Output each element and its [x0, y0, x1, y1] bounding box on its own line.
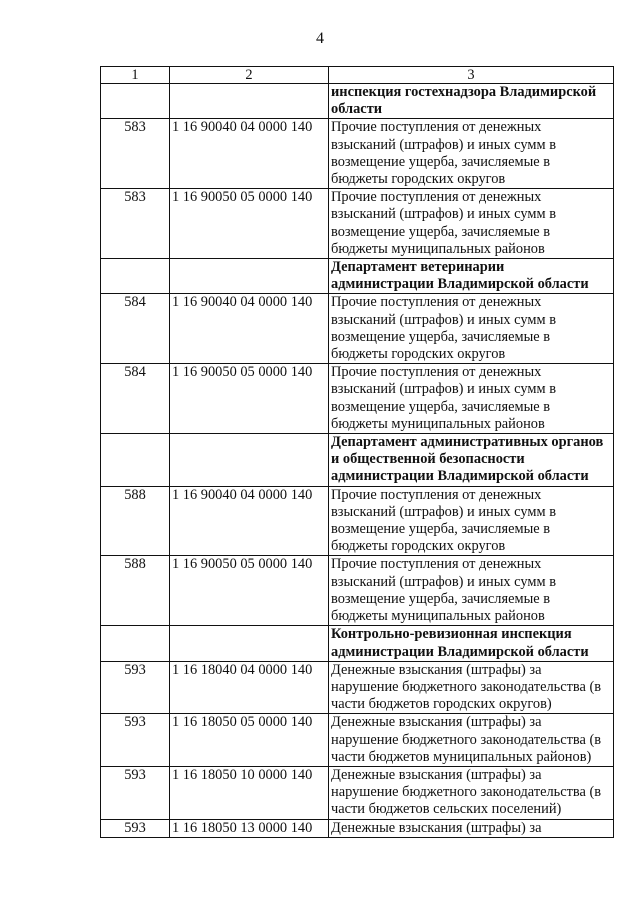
description-cell — [329, 486, 614, 556]
description-cell-text: Денежные взыскания (штрафы) за — [331, 819, 542, 836]
admin-code-cell-text: 584 — [124, 364, 146, 381]
description-cell-text: Прочие поступления от денежных взысканий (штрафов) и иных сумм в возмещение ущерба, зачисляемые в бюджеты городских округов — [331, 294, 556, 363]
description-cell-text: Денежные взыскания (штрафы) за нарушение бюджетного законодательства (в части бюджетов городских округов) — [331, 661, 602, 713]
header-col-1: 1 — [101, 67, 170, 84]
description-cell-text: Денежные взыскания (штрафы) за нарушение бюджетного законодательства (в части бюджетов сельских поселений) — [331, 766, 602, 818]
admin-code-cell-text: 593 — [124, 766, 146, 783]
description-cell — [329, 661, 614, 714]
table-row — [101, 119, 614, 189]
budget-code-cell-text: 1 16 90050 05 0000 140 — [172, 189, 313, 206]
section-title-cell — [329, 626, 614, 661]
description-cell-text: Прочие поступления от денежных взысканий (штрафов) и иных сумм в возмещение ущерба, зачисляемые в бюджеты муниципальных районов — [331, 189, 556, 257]
description-cell-text: Прочие поступления от денежных взысканий (штрафов) и иных сумм в возмещение ущерба, зачисляемые в бюджеты городских округов — [331, 119, 556, 188]
budget-code-cell-text: 1 16 18050 10 0000 140 — [172, 766, 313, 783]
section-title-cell-text: Департамент административных органов и общественной безопасности администрации Владимирской области — [331, 434, 604, 485]
table-row — [101, 714, 614, 767]
table-row — [101, 364, 614, 434]
section-title-cell — [329, 84, 614, 119]
section-title-cell-text: Контрольно-ревизионная инспекция администрации Владимирской области — [331, 626, 589, 660]
page-number: 4 — [316, 30, 324, 47]
admin-code-cell-text: 588 — [124, 556, 146, 573]
budget-code-cell-text: 1 16 18050 13 0000 140 — [172, 819, 313, 836]
admin-code-cell — [101, 714, 170, 767]
section-title-cell-text: инспекция гостехнадзора Владимирской области — [331, 84, 597, 118]
budget-code-cell-text: 1 16 90050 05 0000 140 — [172, 556, 313, 573]
table-row — [101, 819, 614, 837]
admin-code-cell — [101, 119, 170, 189]
admin-code-cell — [101, 364, 170, 434]
budget-code-cell — [170, 714, 329, 767]
header-col-2: 2 — [170, 67, 329, 84]
budget-code-cell — [170, 189, 329, 259]
description-cell — [329, 119, 614, 189]
admin-code-cell — [101, 294, 170, 364]
section-title-cell — [329, 434, 614, 487]
section-row — [101, 84, 614, 119]
description-cell — [329, 556, 614, 626]
budget-code-cell — [170, 626, 329, 661]
budget-code-cell — [170, 259, 329, 294]
description-cell-text: Прочие поступления от денежных взысканий (штрафов) и иных сумм в возмещение ущерба, зачисляемые в бюджеты городских округов — [331, 486, 556, 555]
budget-code-cell — [170, 364, 329, 434]
admin-code-cell — [101, 189, 170, 259]
section-title-cell-text: Департамент ветеринарии администрации Владимирской области — [331, 259, 589, 293]
admin-code-cell — [101, 259, 170, 294]
admin-code-cell — [101, 434, 170, 487]
admin-code-cell — [101, 661, 170, 714]
table-row — [101, 294, 614, 364]
description-cell — [329, 714, 614, 767]
admin-code-cell-text: 583 — [124, 119, 146, 136]
section-row — [101, 626, 614, 661]
section-row — [101, 434, 614, 487]
admin-code-cell — [101, 556, 170, 626]
description-cell-text: Денежные взыскания (штрафы) за нарушение бюджетного законодательства (в части бюджетов муниципальных районов) — [331, 714, 602, 765]
budget-code-cell — [170, 819, 329, 837]
budget-code-cell — [170, 556, 329, 626]
table-row — [101, 661, 614, 714]
budget-table — [100, 66, 614, 838]
budget-code-cell — [170, 486, 329, 556]
description-cell — [329, 189, 614, 259]
section-row — [101, 259, 614, 294]
budget-code-cell-text: 1 16 90040 04 0000 140 — [172, 119, 313, 136]
section-title-cell — [329, 259, 614, 294]
admin-code-cell — [101, 84, 170, 119]
admin-code-cell-text: 593 — [124, 661, 146, 678]
table-row — [101, 556, 614, 626]
header-col-3: 3 — [329, 67, 614, 84]
budget-code-cell — [170, 434, 329, 487]
budget-code-cell-text: 1 16 18040 04 0000 140 — [172, 661, 313, 678]
budget-code-cell — [170, 766, 329, 819]
budget-code-cell — [170, 294, 329, 364]
admin-code-cell — [101, 819, 170, 837]
budget-code-cell — [170, 84, 329, 119]
budget-code-cell-text: 1 16 90040 04 0000 140 — [172, 486, 313, 503]
table-header-row — [101, 67, 614, 84]
description-cell — [329, 819, 614, 837]
table-row — [101, 486, 614, 556]
admin-code-cell-text: 593 — [124, 819, 146, 836]
admin-code-cell-text: 588 — [124, 486, 146, 503]
admin-code-cell-text: 583 — [124, 189, 146, 206]
table-row — [101, 189, 614, 259]
budget-code-cell-text: 1 16 18050 05 0000 140 — [172, 714, 313, 731]
admin-code-cell — [101, 486, 170, 556]
admin-code-cell — [101, 626, 170, 661]
description-cell — [329, 364, 614, 434]
table-body — [101, 67, 614, 838]
admin-code-cell-text: 584 — [124, 294, 146, 311]
table-row — [101, 766, 614, 819]
budget-code-cell-text: 1 16 90050 05 0000 140 — [172, 364, 313, 381]
description-cell — [329, 766, 614, 819]
description-cell-text: Прочие поступления от денежных взысканий (штрафов) и иных сумм в возмещение ущерба, зачисляемые в бюджеты муниципальных районов — [331, 556, 556, 625]
admin-code-cell — [101, 766, 170, 819]
admin-code-cell-text: 593 — [124, 714, 146, 731]
budget-code-cell — [170, 119, 329, 189]
description-cell-text: Прочие поступления от денежных взысканий (штрафов) и иных сумм в возмещение ущерба, зачисляемые в бюджеты муниципальных районов — [331, 364, 556, 432]
budget-code-cell-text: 1 16 90040 04 0000 140 — [172, 294, 313, 311]
description-cell — [329, 294, 614, 364]
budget-code-cell — [170, 661, 329, 714]
